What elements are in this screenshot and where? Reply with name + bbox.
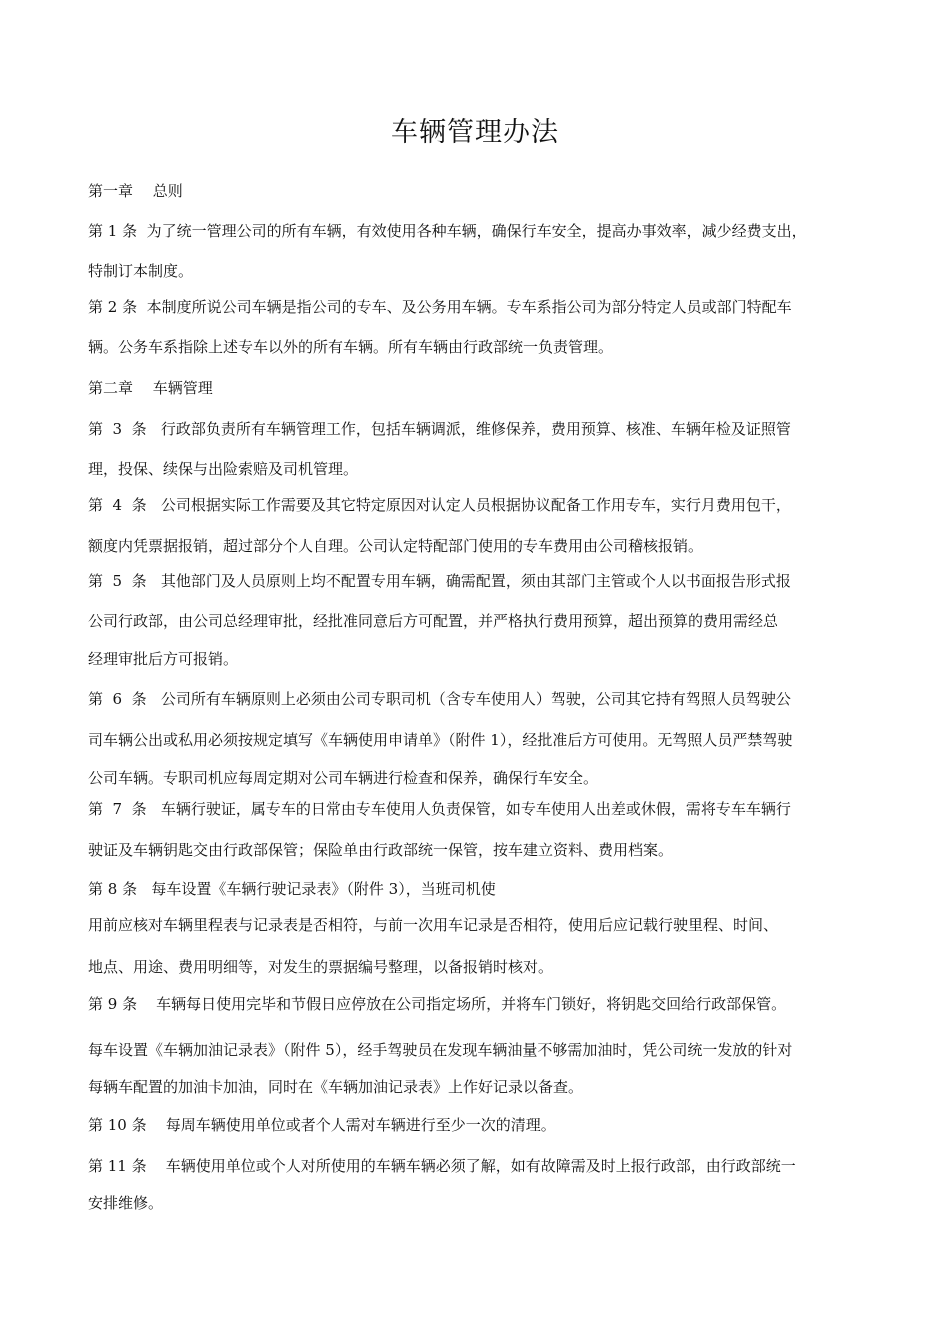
article-13-line-2: 安排维修。 <box>88 1194 164 1212</box>
chapter-heading-1: 第一章 总则 <box>88 182 183 200</box>
article-7-line-2: 驶证及车辆钥匙交由行政部保管；保险单由行政部统一保管，按车建立资料、费用档案。 <box>88 841 674 859</box>
article-3-line-2: 理，投保、续保与出险索赔及司机管理。 <box>88 460 359 478</box>
article-2-line-2: 辆。公务车系指除上述专车以外的所有车辆。所有车辆由行政部统一负责管理。 <box>88 338 614 356</box>
article-3-line-1: 第 3 条 行政部负责所有车辆管理工作，包括车辆调派，维修保养，费用预算、核准、车辆年检及证照管 <box>88 420 791 438</box>
article-8-line-1: 第 8 条 每车设置《车辆行驶记录表》（附件 3），当班司机使 <box>88 880 496 898</box>
chapter-heading-2: 第二章 车辆管理 <box>88 379 213 397</box>
article-1-line-2: 特制订本制度。 <box>88 262 194 280</box>
article-5-line-3: 经理审批后方可报销。 <box>88 650 239 668</box>
article-11-line-1: 每车设置《车辆加油记录表》（附件 5），经手驾驶员在发现车辆油量不够需加油时，凭公司统一发放的针对 <box>88 1041 793 1059</box>
article-10-line-1: 第 9 条 车辆每日使用完毕和节假日应停放在公司指定场所，并将车门锁好，将钥匙交回给行政部保管。 <box>88 995 787 1013</box>
article-4-line-2: 额度内凭票据报销，超过部分个人自理。公司认定特配部门使用的专车费用由公司稽核报销。 <box>88 537 704 555</box>
article-6-line-3: 公司车辆。专职司机应每周定期对公司车辆进行检查和保养，确保行车安全。 <box>88 769 599 787</box>
article-6-line-2: 司车辆公出或私用必须按规定填写《车辆使用申请单》（附件 1），经批准后方可使用。无驾照人员严禁驾驶 <box>88 731 793 749</box>
article-9-line-1: 用前应核对车辆里程表与记录表是否相符，与前一次用车记录是否相符，使用后应记载行驶里程、时间、 <box>88 916 779 934</box>
article-1-line-1: 第 1 条 为了统一管理公司的所有车辆，有效使用各种车辆，确保行车安全，提高办事效率，减少经费支出， <box>88 222 807 240</box>
document-title: 车辆管理办法 <box>391 117 559 148</box>
article-9-line-2: 地点、用途、费用明细等，对发生的票据编号整理，以备报销时核对。 <box>88 958 554 976</box>
article-13-line-1: 第 11 条 车辆使用单位或个人对所使用的车辆车辆必须了解，如有故障需及时上报行政部，由行政部统一 <box>88 1157 796 1175</box>
article-4-line-1: 第 4 条 公司根据实际工作需要及其它特定原因对认定人员根据协议配备工作用专车，实行月费用包干， <box>88 496 791 514</box>
article-12-line-1: 第 10 条 每周车辆使用单位或者个人需对车辆进行至少一次的清理。 <box>88 1116 556 1134</box>
article-6-line-1: 第 6 条 公司所有车辆原则上必须由公司专职司机（含专车使用人）驾驶，公司其它持有驾照人员驾驶公 <box>88 690 791 708</box>
article-2-line-1: 第 2 条 本制度所说公司车辆是指公司的专车、及公务用车辆。专车系指公司为部分特定人员或部门特配车 <box>88 298 792 316</box>
article-5-line-1: 第 5 条 其他部门及人员原则上均不配置专用车辆，确需配置，须由其部门主管或个人以书面报告形式报 <box>88 572 791 590</box>
article-5-line-2: 公司行政部，由公司总经理审批，经批准同意后方可配置，并严格执行费用预算，超出预算的费用需经总 <box>88 612 779 630</box>
article-7-line-1: 第 7 条 车辆行驶证，属专车的日常由专车使用人负责保管，如专车使用人出差或休假，需将专车车辆行 <box>88 800 791 818</box>
article-11-line-2: 每辆车配置的加油卡加油，同时在《车辆加油记录表》上作好记录以备查。 <box>88 1078 584 1096</box>
